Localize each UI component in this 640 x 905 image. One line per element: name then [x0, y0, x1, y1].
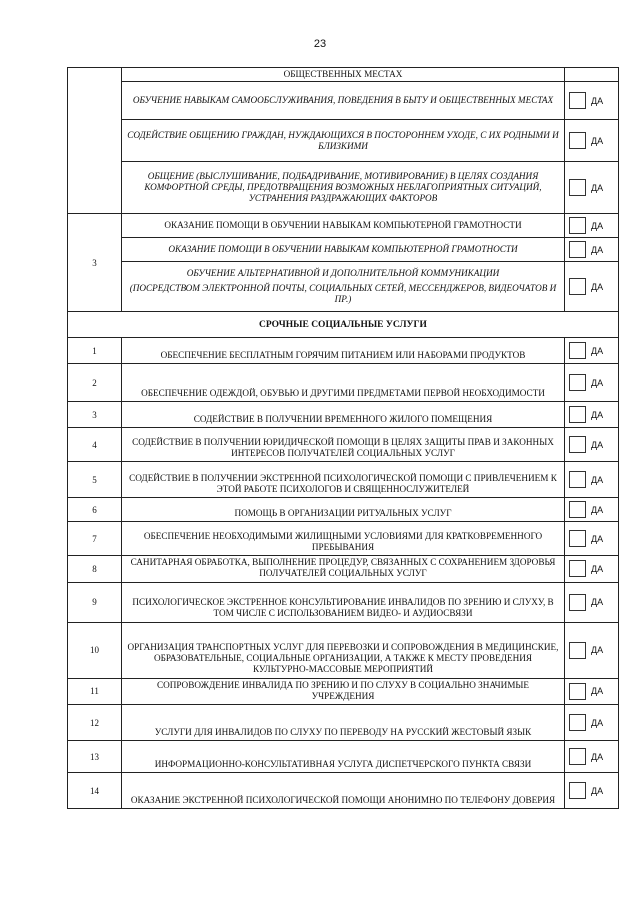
service-text: СОДЕЙСТВИЕ В ПОЛУЧЕНИИ ВРЕМЕННОГО ЖИЛОГО ПОМЕЩЕНИЯ [122, 402, 565, 428]
table-row [68, 68, 619, 82]
row-number: 12 [68, 705, 122, 741]
row-number: 2 [68, 364, 122, 402]
yes-label: ДА [591, 563, 604, 574]
yes-label: ДА [591, 409, 604, 420]
yes-checkbox[interactable] [569, 501, 586, 518]
yes-label: ДА [591, 439, 604, 450]
yes-checkbox[interactable] [569, 530, 586, 547]
yes-label: ДА [591, 95, 604, 106]
row-number: 10 [68, 622, 122, 678]
yes-label: ДА [591, 645, 604, 656]
service-subitem-text: ОБУЧЕНИЕ НАВЫКАМ САМООБСЛУЖИВАНИЯ, ПОВЕДЕНИЯ В БЫТУ И ОБЩЕСТВЕННЫХ МЕСТАХ [122, 82, 565, 120]
yes-label: ДА [591, 717, 604, 728]
yes-checkbox[interactable] [569, 374, 586, 391]
yes-checkbox[interactable] [569, 436, 586, 453]
service-text: САНИТАРНАЯ ОБРАБОТКА, ВЫПОЛНЕНИЕ ПРОЦЕДУР, СВЯЗАННЫХ С СОХРАНЕНИЕМ ЗДОРОВЬЯ ПОЛУЧАТЕЛЕЙ СОЦИАЛЬНЫХ УСЛУГ [122, 556, 565, 582]
answer-cell [565, 68, 619, 82]
yes-checkbox[interactable] [569, 714, 586, 731]
yes-checkbox[interactable] [569, 642, 586, 659]
yes-label: ДА [591, 785, 604, 796]
table-row [68, 364, 619, 402]
yes-checkbox[interactable] [569, 241, 586, 258]
yes-checkbox[interactable] [569, 594, 586, 611]
yes-label: ДА [591, 281, 604, 292]
service-text: СОДЕЙСТВИЕ В ПОЛУЧЕНИИ ЭКСТРЕННОЙ ПСИХОЛОГИЧЕСКОЙ ПОМОЩИ С ПРИВЛЕЧЕНИЕМ К ЭТОЙ РАБОТЕ ПСИХОЛОГОВ И СВЯЩЕННОСЛУЖИТЕЛЕЙ [122, 462, 565, 498]
row-number: 13 [68, 741, 122, 773]
answer-cell [565, 214, 619, 238]
yes-label: ДА [591, 474, 604, 485]
answer-cell [565, 522, 619, 556]
row-number: 4 [68, 428, 122, 462]
subitem-line: ОБУЧЕНИЕ АЛЬТЕРНАТИВНОЙ И ДОПОЛНИТЕЛЬНОЙ КОММУНИКАЦИИ [186, 267, 500, 278]
table-row [68, 556, 619, 582]
yes-checkbox[interactable] [569, 683, 586, 700]
table-row [68, 522, 619, 556]
row-number: 7 [68, 522, 122, 556]
table-row [68, 238, 619, 262]
answer-cell [565, 262, 619, 312]
yes-checkbox[interactable] [569, 560, 586, 577]
table-row [68, 338, 619, 364]
yes-label: ДА [591, 135, 604, 146]
table-row [68, 214, 619, 238]
service-text: ОРГАНИЗАЦИЯ ТРАНСПОРТНЫХ УСЛУГ ДЛЯ ПЕРЕВОЗКИ И СОПРОВОЖДЕНИЯ В МЕДИЦИНСКИЕ, ОБРАЗОВАТЕЛЬНЫЕ, СОЦИАЛЬНЫЕ ОРГАНИЗАЦИИ, А ТАКЖЕ К МЕСТУ ПРОВЕДЕНИЯ КУЛЬТУРНО-МАССОВЫЕ МЕРОПРИЯТИЙ [122, 622, 565, 678]
answer-cell [565, 238, 619, 262]
row-number: 6 [68, 498, 122, 522]
yes-checkbox[interactable] [569, 471, 586, 488]
row-number: 5 [68, 462, 122, 498]
table-row [68, 82, 619, 120]
page-number: 23 [313, 38, 327, 50]
yes-checkbox[interactable] [569, 92, 586, 109]
table-row [68, 120, 619, 162]
answer-cell [565, 120, 619, 162]
answer-cell [565, 462, 619, 498]
row-number: 3 [68, 214, 122, 312]
answer-cell [565, 82, 619, 120]
yes-checkbox[interactable] [569, 342, 586, 359]
answer-cell [565, 678, 619, 704]
table-row [68, 741, 619, 773]
yes-label: ДА [591, 244, 604, 255]
service-subitem-text: ОБЩЕНИЕ (ВЫСЛУШИВАНИЕ, ПОДБАДРИВАНИЕ, МОТИВИРОВАНИЕ) В ЦЕЛЯХ СОЗДАНИЯ КОМФОРТНОЙ СРЕДЫ, ПРЕДОТВРАЩЕНИЯ ВОЗМОЖНЫХ НЕБЛАГОПРИЯТНЫХ СИТУАЦИЙ, УСТРАНЕНИЯ РАЗДРАЖАЮЩИХ ФАКТОРОВ [122, 162, 565, 214]
table-row [68, 262, 619, 312]
service-text: ПОМОЩЬ В ОРГАНИЗАЦИИ РИТУАЛЬНЫХ УСЛУГ [122, 498, 565, 522]
service-text: ОКАЗАНИЕ ПОМОЩИ В ОБУЧЕНИИ НАВЫКАМ КОМПЬЮТЕРНОЙ ГРАМОТНОСТИ [122, 214, 565, 238]
table-row [68, 498, 619, 522]
yes-label: ДА [591, 345, 604, 356]
service-text: ОБЕСПЕЧЕНИЕ БЕСПЛАТНЫМ ГОРЯЧИМ ПИТАНИЕМ ИЛИ НАБОРАМИ ПРОДУКТОВ [122, 338, 565, 364]
service-text: СОПРОВОЖДЕНИЕ ИНВАЛИДА ПО ЗРЕНИЮ И ПО СЛУХУ В СОЦИАЛЬНО ЗНАЧИМЫЕ УЧРЕЖДЕНИЯ [122, 678, 565, 704]
table-row [68, 162, 619, 214]
yes-checkbox[interactable] [569, 406, 586, 423]
table-row [68, 705, 619, 741]
yes-label: ДА [591, 686, 604, 697]
answer-cell [565, 402, 619, 428]
table-row [68, 622, 619, 678]
row-number [68, 68, 122, 214]
service-text: ПСИХОЛОГИЧЕСКОЕ ЭКСТРЕННОЕ КОНСУЛЬТИРОВАНИЕ ИНВАЛИДОВ ПО ЗРЕНИЮ И СЛУХУ, В ТОМ ЧИСЛЕ С ИСПОЛЬЗОВАНИЕМ ВИДЕО- И АУДИОСВЯЗИ [122, 582, 565, 622]
row-number: 11 [68, 678, 122, 704]
yes-checkbox[interactable] [569, 278, 586, 295]
yes-label: ДА [591, 533, 604, 544]
service-text: СОДЕЙСТВИЕ В ПОЛУЧЕНИИ ЮРИДИЧЕСКОЙ ПОМОЩИ В ЦЕЛЯХ ЗАЩИТЫ ПРАВ И ЗАКОННЫХ ИНТЕРЕСОВ ПОЛУЧАТЕЛЕЙ СОЦИАЛЬНЫХ УСЛУГ [122, 428, 565, 462]
table-row [68, 773, 619, 809]
row-number: 14 [68, 773, 122, 809]
yes-label: ДА [591, 377, 604, 388]
yes-checkbox[interactable] [569, 782, 586, 799]
service-text: ОКАЗАНИЕ ЭКСТРЕННОЙ ПСИХОЛОГИЧЕСКОЙ ПОМОЩИ АНОНИМНО ПО ТЕЛЕФОНУ ДОВЕРИЯ [122, 773, 565, 809]
answer-cell [565, 622, 619, 678]
section-header-row [68, 312, 619, 338]
section-title: СРОЧНЫЕ СОЦИАЛЬНЫЕ УСЛУГИ [68, 312, 619, 338]
table-row [68, 402, 619, 428]
service-continuation-text: ОБЩЕСТВЕННЫХ МЕСТАХ [122, 68, 565, 82]
services-table [67, 67, 619, 809]
service-subitem-text: ОКАЗАНИЕ ПОМОЩИ В ОБУЧЕНИИ НАВЫКАМ КОМПЬЮТЕРНОЙ ГРАМОТНОСТИ [122, 238, 565, 262]
service-text: ОБЕСПЕЧЕНИЕ ОДЕЖДОЙ, ОБУВЬЮ И ДРУГИМИ ПРЕДМЕТАМИ ПЕРВОЙ НЕОБХОДИМОСТИ [122, 364, 565, 402]
answer-cell [565, 498, 619, 522]
yes-label: ДА [591, 504, 604, 515]
service-text: УСЛУГИ ДЛЯ ИНВАЛИДОВ ПО СЛУХУ ПО ПЕРЕВОДУ НА РУССКИЙ ЖЕСТОВЫЙ ЯЗЫК [122, 705, 565, 741]
yes-label: ДА [591, 597, 604, 608]
yes-checkbox[interactable] [569, 132, 586, 149]
answer-cell [565, 582, 619, 622]
service-text: ИНФОРМАЦИОННО-КОНСУЛЬТАТИВНАЯ УСЛУГА ДИСПЕТЧЕРСКОГО ПУНКТА СВЯЗИ [122, 741, 565, 773]
answer-cell [565, 705, 619, 741]
table-row [68, 428, 619, 462]
service-text: ОБЕСПЕЧЕНИЕ НЕОБХОДИМЫМИ ЖИЛИЩНЫМИ УСЛОВИЯМИ ДЛЯ КРАТКОВРЕМЕННОГО ПРЕБЫВАНИЯ [122, 522, 565, 556]
subitem-line: (ПОСРЕДСТВОМ ЭЛЕКТРОННОЙ ПОЧТЫ, СОЦИАЛЬНЫХ СЕТЕЙ, МЕССЕНДЖЕРОВ, ВИДЕОЧАТОВ И ПР.) [129, 283, 557, 305]
row-number: 3 [68, 402, 122, 428]
service-subitem-text: СОДЕЙСТВИЕ ОБЩЕНИЮ ГРАЖДАН, НУЖДАЮЩИХСЯ В ПОСТОРОННЕМ УХОДЕ, С ИХ РОДНЫМИ И БЛИЗКИМИ [122, 120, 565, 162]
row-number: 8 [68, 556, 122, 582]
answer-cell [565, 556, 619, 582]
answer-cell [565, 162, 619, 214]
answer-cell [565, 338, 619, 364]
row-number: 1 [68, 338, 122, 364]
yes-checkbox[interactable] [569, 217, 586, 234]
row-number: 9 [68, 582, 122, 622]
answer-cell [565, 428, 619, 462]
yes-label: ДА [591, 220, 604, 231]
yes-label: ДА [591, 182, 604, 193]
answer-cell [565, 773, 619, 809]
table-row [68, 462, 619, 498]
table-row [68, 678, 619, 704]
yes-label: ДА [591, 751, 604, 762]
answer-cell [565, 741, 619, 773]
yes-checkbox[interactable] [569, 179, 586, 196]
yes-checkbox[interactable] [569, 748, 586, 765]
urgent-services-body [68, 338, 619, 809]
service-subitem-text [122, 262, 565, 312]
table-row [68, 582, 619, 622]
answer-cell [565, 364, 619, 402]
